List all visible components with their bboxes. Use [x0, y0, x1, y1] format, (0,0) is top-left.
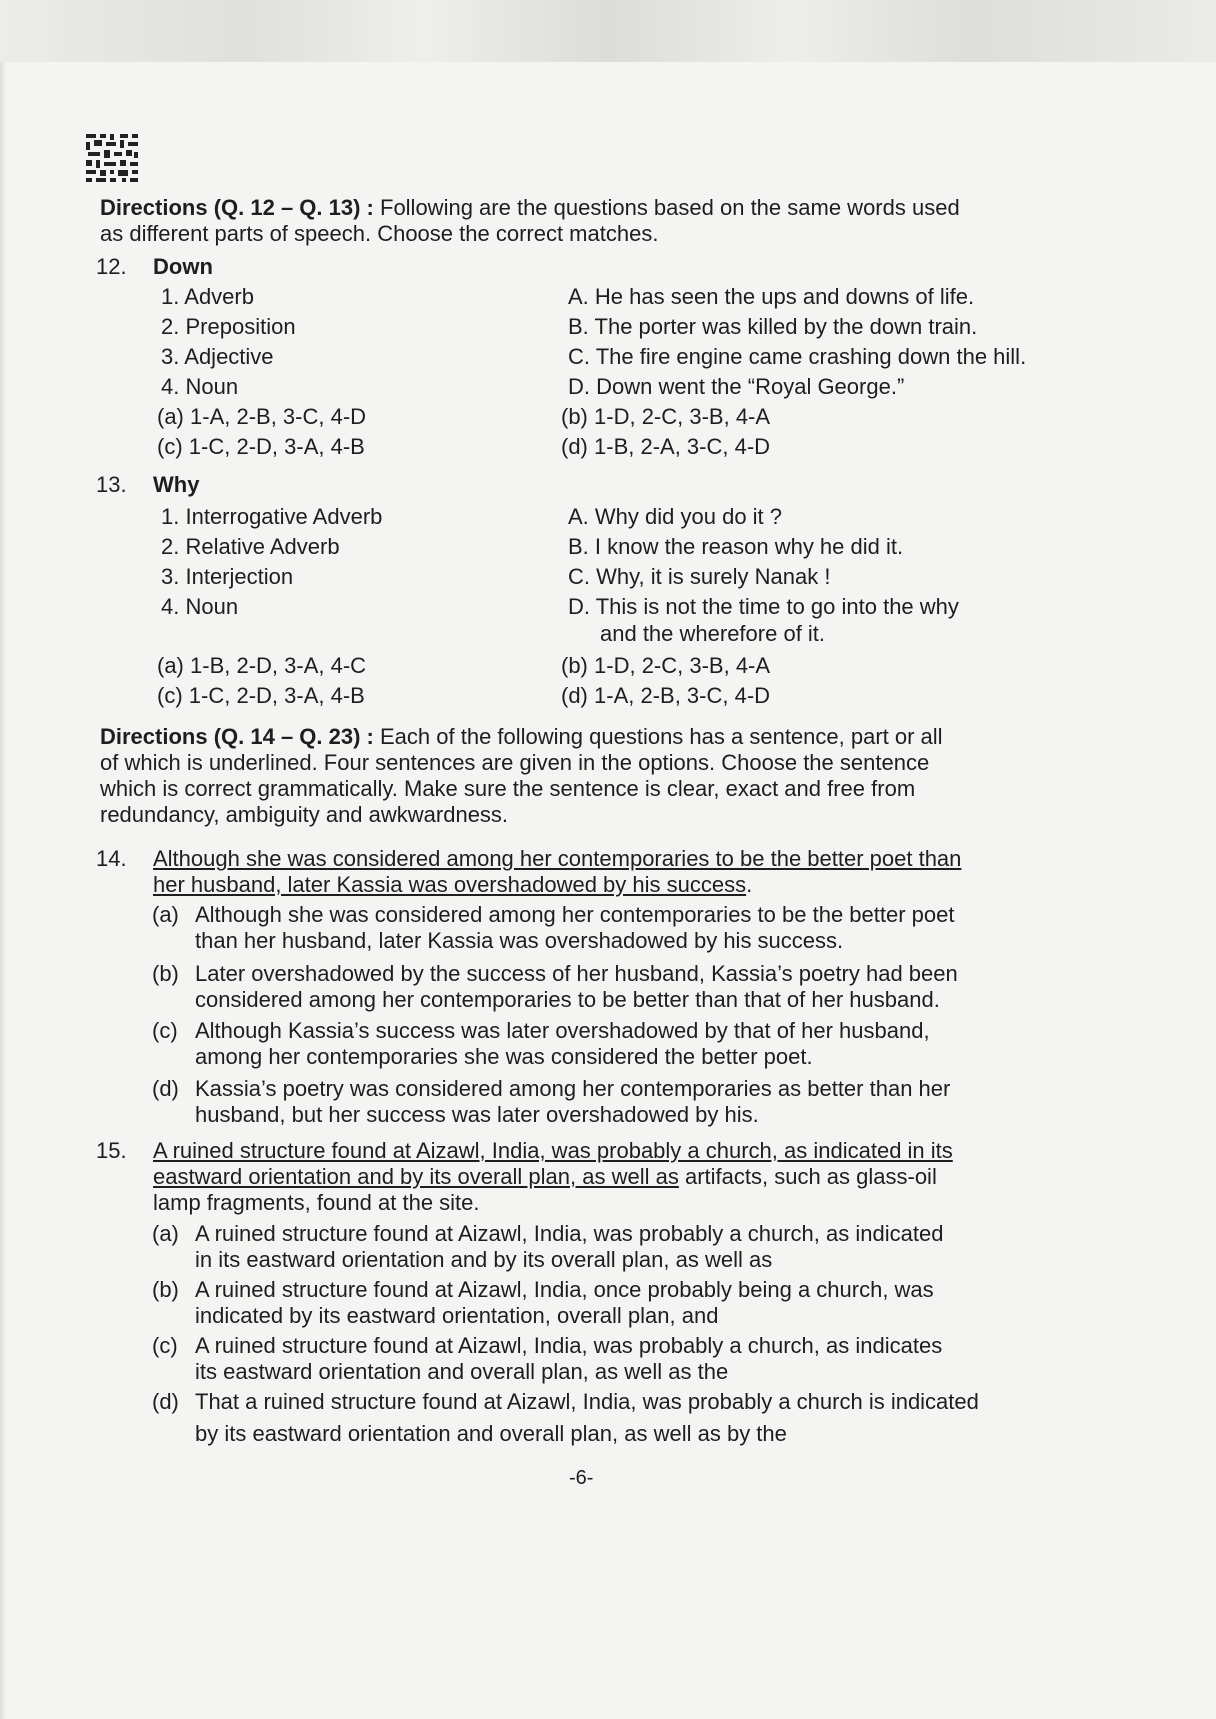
question-stem-line: eastward orientation and by its overall plan, as well as artifacts, such as glass-oil — [153, 1164, 937, 1189]
match-right-item: D. Down went the “Royal George.” — [568, 374, 905, 399]
match-right-item: B. The porter was killed by the down train. — [568, 314, 978, 339]
match-left-item: 3. Interjection — [161, 564, 294, 589]
directions-heading-2 — [100, 723, 943, 750]
match-left-item: 4. Noun — [161, 594, 239, 619]
option-text: A ruined structure found at Aizawl, India, was probably a church, as indicates — [195, 1333, 943, 1358]
directions-text-line: of which is underlined. Four sentences are given in the options. Choose the sentence — [100, 750, 930, 775]
option-label[interactable]: (d) — [152, 1076, 179, 1101]
option-text: A ruined structure found at Aizawl, India, was probably a church, as indicated — [195, 1221, 944, 1246]
option-text: than her husband, later Kassia was overshadowed by his success. — [195, 928, 844, 953]
directions-text-line: as different parts of speech. Choose the correct matches. — [100, 221, 659, 246]
match-left-item: 1. Interrogative Adverb — [161, 504, 383, 529]
match-right-item: A. Why did you do it ? — [568, 504, 783, 529]
match-left-item: 2. Relative Adverb — [161, 534, 340, 559]
page-number: -6- — [569, 1467, 594, 1489]
directions-text: Each of the following questions has a sentence, part or all — [380, 724, 943, 749]
option-label[interactable]: (d) — [152, 1389, 179, 1414]
option-text: indicated by its eastward orientation, overall plan, and — [195, 1303, 719, 1328]
option-text: Later overshadowed by the success of her husband, Kassia’s poetry had been — [195, 961, 958, 986]
option-text: among her contemporaries she was considered the better poet. — [195, 1044, 813, 1069]
question-number: 13. — [96, 472, 127, 497]
answer-option[interactable]: (d) 1-B, 2-A, 3-C, 4-D — [561, 434, 771, 459]
directions-label: Directions (Q. 14 – Q. 23) : — [100, 724, 374, 749]
question-number: 15. — [96, 1138, 127, 1163]
answer-option[interactable]: (d) 1-A, 2-B, 3-C, 4-D — [561, 683, 771, 708]
directions-label: Directions (Q. 12 – Q. 13) : — [100, 195, 374, 220]
question-stem-line: lamp fragments, found at the site. — [153, 1190, 480, 1215]
match-left-item: 4. Noun — [161, 374, 239, 399]
answer-option[interactable]: (c) 1-C, 2-D, 3-A, 4-B — [157, 434, 365, 459]
option-text: A ruined structure found at Aizawl, India, once probably being a church, was — [195, 1277, 934, 1302]
question-number: 12. — [96, 254, 127, 279]
qr-code-icon — [84, 132, 142, 184]
option-label[interactable]: (b) — [152, 1277, 179, 1302]
match-right-item: B. I know the reason why he did it. — [568, 534, 904, 559]
option-text: its eastward orientation and overall plan, as well as the — [195, 1359, 729, 1384]
match-left-item: 1. Adverb — [161, 284, 254, 309]
directions-heading-1 — [100, 194, 960, 221]
match-right-item: A. He has seen the ups and downs of life. — [568, 284, 975, 309]
question-word: Why — [153, 472, 200, 497]
question-number: 14. — [96, 846, 127, 871]
option-label[interactable]: (a) — [152, 902, 179, 927]
directions-text-line: redundancy, ambiguity and awkwardness. — [100, 802, 509, 827]
question-stem-underlined: Although she was considered among her contemporaries to be the better poet than — [153, 846, 962, 871]
option-label[interactable]: (a) — [152, 1221, 179, 1246]
directions-text-line: which is correct grammatically. Make sure the sentence is clear, exact and free from — [100, 776, 916, 801]
match-left-item: 3. Adjective — [161, 344, 274, 369]
match-right-item: C. The fire engine came crashing down the hill. — [568, 344, 1027, 369]
option-label[interactable]: (c) — [152, 1018, 178, 1043]
question-word: Down — [153, 254, 213, 279]
option-text: Kassia’s poetry was considered among her contemporaries as better than her — [195, 1076, 951, 1101]
directions-text: Following are the questions based on the same words used — [380, 195, 960, 220]
match-right-item: D. This is not the time to go into the why — [568, 594, 959, 619]
answer-option[interactable]: (b) 1-D, 2-C, 3-B, 4-A — [561, 653, 771, 678]
option-text: Although Kassia’s success was later overshadowed by that of her husband, — [195, 1018, 930, 1043]
question-stem-line: her husband, later Kassia was overshadowed by his success. — [153, 872, 753, 897]
match-right-item: C. Why, it is surely Nanak ! — [568, 564, 831, 589]
option-text: That a ruined structure found at Aizawl, India, was probably a church is indicated — [195, 1389, 979, 1414]
question-stem-underlined: A ruined structure found at Aizawl, India, was probably a church, as indicated in its — [153, 1138, 953, 1163]
match-left-item: 2. Preposition — [161, 314, 296, 339]
answer-option[interactable]: (c) 1-C, 2-D, 3-A, 4-B — [157, 683, 365, 708]
option-text: in its eastward orientation and by its overall plan, as well as — [195, 1247, 773, 1272]
option-text: by its eastward orientation and overall plan, as well as by the — [195, 1421, 787, 1446]
option-label[interactable]: (c) — [152, 1333, 178, 1358]
option-text: Although she was considered among her contemporaries to be the better poet — [195, 902, 955, 927]
answer-option[interactable]: (a) 1-A, 2-B, 3-C, 4-D — [157, 404, 367, 429]
match-right-item-cont: and the wherefore of it. — [600, 621, 826, 646]
answer-option[interactable]: (b) 1-D, 2-C, 3-B, 4-A — [561, 404, 771, 429]
option-text: husband, but her success was later overshadowed by his. — [195, 1102, 759, 1127]
answer-option[interactable]: (a) 1-B, 2-D, 3-A, 4-C — [157, 653, 367, 678]
option-text: considered among her contemporaries to be better than that of her husband. — [195, 987, 940, 1012]
option-label[interactable]: (b) — [152, 961, 179, 986]
